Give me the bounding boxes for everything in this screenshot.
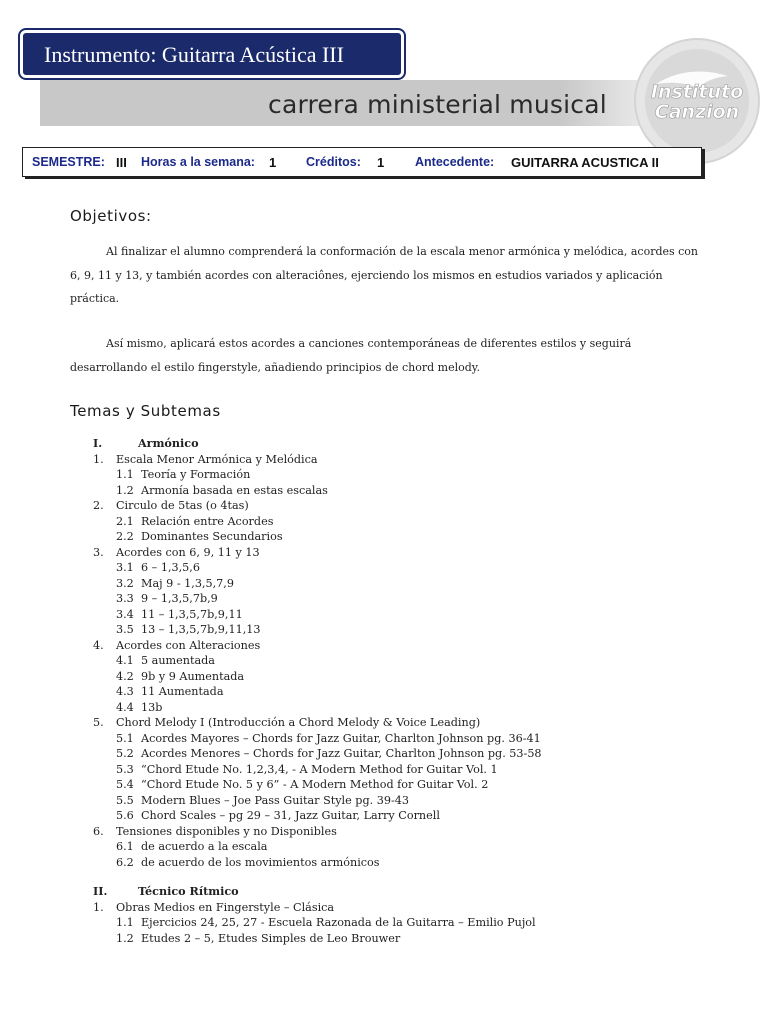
creditos-value: 1 bbox=[377, 155, 385, 170]
outline-number: 2.2 bbox=[116, 530, 134, 543]
semestre-label: SEMESTRE: bbox=[32, 155, 105, 169]
outline-number: 3.1 bbox=[116, 561, 134, 574]
outline-number: 1. bbox=[93, 900, 104, 914]
objetivos-paragraph-2 bbox=[70, 332, 700, 379]
outline-item: Armonía basada en estas escalas bbox=[141, 483, 328, 497]
outline-number: 5.4 bbox=[116, 778, 134, 791]
antecedente-value: GUITARRA ACUSTICA II bbox=[511, 155, 659, 170]
outline-number: 6.1 bbox=[116, 840, 134, 853]
temas-heading: Temas y Subtemas bbox=[70, 402, 221, 420]
outline-number: 4.1 bbox=[116, 654, 134, 667]
outline-item: Tensiones disponibles y no Disponibles bbox=[116, 824, 337, 838]
outline-number: 5.5 bbox=[116, 793, 134, 807]
outline-item: 11 Aumentada bbox=[141, 685, 224, 698]
outline-number: 5. bbox=[93, 716, 104, 729]
outline-number: 3. bbox=[93, 545, 104, 559]
outline-number: 1.2 bbox=[116, 931, 134, 945]
outline-number: 1.1 bbox=[116, 916, 134, 929]
outline-item: Modern Blues – Joe Pass Guitar Style pg. 39-43 bbox=[141, 793, 409, 807]
outline-item: Acordes con 6, 9, 11 y 13 bbox=[116, 545, 260, 559]
outline-item: Chord Scales – pg 29 – 31, Jazz Guitar, Larry Cornell bbox=[141, 809, 440, 822]
creditos-label: Créditos: bbox=[306, 155, 361, 169]
outline-item: 5 aumentada bbox=[141, 654, 215, 667]
outline-item: Acordes con Alteraciones bbox=[116, 638, 261, 652]
outline-item: “Chord Etude No. 1,2,3,4, - A Modern Method for Guitar Vol. 1 bbox=[141, 762, 498, 776]
page-title: Instrumento: Guitarra Acústica III bbox=[44, 42, 344, 67]
outline-item: Circulo de 5tas (o 4tas) bbox=[116, 499, 249, 512]
outline-number: II. bbox=[93, 884, 108, 898]
outline-number: I. bbox=[93, 436, 103, 450]
outline-number: 2. bbox=[93, 499, 104, 512]
section-heading: Armónico bbox=[138, 436, 199, 450]
outline-number: 1.2 bbox=[116, 483, 134, 497]
outline-item: Escala Menor Armónica y Melódica bbox=[116, 452, 318, 466]
outline-item: Acordes Mayores – Chords for Jazz Guitar, Charlton Johnson pg. 36-41 bbox=[141, 731, 541, 745]
outline-item: Acordes Menores – Chords for Jazz Guitar, Charlton Johnson pg. 53-58 bbox=[141, 747, 542, 760]
outline-number: 3.4 bbox=[116, 607, 134, 621]
outline-item: de acuerdo de los movimientos armónicos bbox=[141, 855, 380, 869]
logo-text-2: Canzion bbox=[654, 101, 740, 123]
outline-number: 4.4 bbox=[116, 700, 134, 714]
outline-item: Chord Melody I (Introducción a Chord Melody & Voice Leading) bbox=[116, 716, 481, 729]
horas-value: 1 bbox=[269, 155, 277, 170]
antecedente-label: Antecedente: bbox=[415, 155, 495, 169]
objetivos-paragraph-1 bbox=[70, 240, 700, 311]
outline-number: 5.3 bbox=[116, 762, 134, 776]
outline-item: Teoría y Formación bbox=[141, 468, 251, 481]
outline-number: 3.5 bbox=[116, 623, 134, 636]
section-heading: Técnico Rítmico bbox=[138, 884, 239, 898]
outline-item: Dominantes Secundarios bbox=[141, 530, 283, 543]
outline-number: 5.6 bbox=[116, 809, 134, 822]
outline-item: Ejercicios 24, 25, 27 - Escuela Razonada de la Guitarra – Emilio Pujol bbox=[141, 916, 536, 929]
outline-item: Maj 9 - 1,3,5,7,9 bbox=[141, 576, 234, 590]
outline-number: 5.1 bbox=[116, 731, 134, 745]
outline-item: 13 – 1,3,5,7b,9,11,13 bbox=[141, 623, 261, 636]
outline-item: 11 – 1,3,5,7b,9,11 bbox=[141, 607, 243, 621]
outline-item: 13b bbox=[141, 700, 163, 714]
outline-number: 5.2 bbox=[116, 747, 134, 760]
outline-number: 1.1 bbox=[116, 468, 134, 481]
outline-number: 1. bbox=[93, 452, 104, 466]
outline-item: Obras Medios en Fingerstyle – Clásica bbox=[116, 900, 335, 914]
outline-item: “Chord Etude No. 5 y 6” - A Modern Method for Guitar Vol. 2 bbox=[141, 778, 489, 791]
objetivos-p1-text: Al finalizar el alumno comprenderá la conformación de la escala menor armónica y melódica, acordes con 6, 9, 11 y 13, y también acordes con alteraciônes, ejerciendo los mismos en estudios variados y aplicación práctica. bbox=[70, 245, 699, 305]
outline-item: de acuerdo a la escala bbox=[141, 840, 268, 853]
outline-number: 6.2 bbox=[116, 855, 134, 869]
header-subtitle: carrera ministerial musical bbox=[268, 90, 607, 119]
outline-number: 3.2 bbox=[116, 576, 134, 590]
outline-item: 9b y 9 Aumentada bbox=[141, 669, 245, 683]
outline-number: 2.1 bbox=[116, 514, 134, 528]
semestre-value: III bbox=[116, 155, 127, 170]
horas-label: Horas a la semana: bbox=[141, 155, 255, 169]
outline-number: 3.3 bbox=[116, 592, 134, 605]
outline-number: 4.2 bbox=[116, 669, 134, 683]
outline-item: 6 – 1,3,5,6 bbox=[141, 561, 200, 574]
outline-number: 4. bbox=[93, 638, 104, 652]
objetivos-heading: Objetivos: bbox=[70, 207, 152, 225]
outline-number: 6. bbox=[93, 824, 104, 838]
outline-item: 9 – 1,3,5,7b,9 bbox=[141, 592, 218, 605]
outline-number: 4.3 bbox=[116, 685, 134, 698]
outline-item: Relación entre Acordes bbox=[141, 514, 274, 528]
outline-item: Etudes 2 – 5, Etudes Simples de Leo Brouwer bbox=[141, 931, 401, 945]
objetivos-p2-text: Así mismo, aplicará estos acordes a canciones contemporáneas de diferentes estilos y seguirá desarrollando el estilo fingerstyle, añadiendo principios de chord melody. bbox=[70, 337, 632, 374]
logo-text-1: Instituto bbox=[650, 81, 744, 103]
